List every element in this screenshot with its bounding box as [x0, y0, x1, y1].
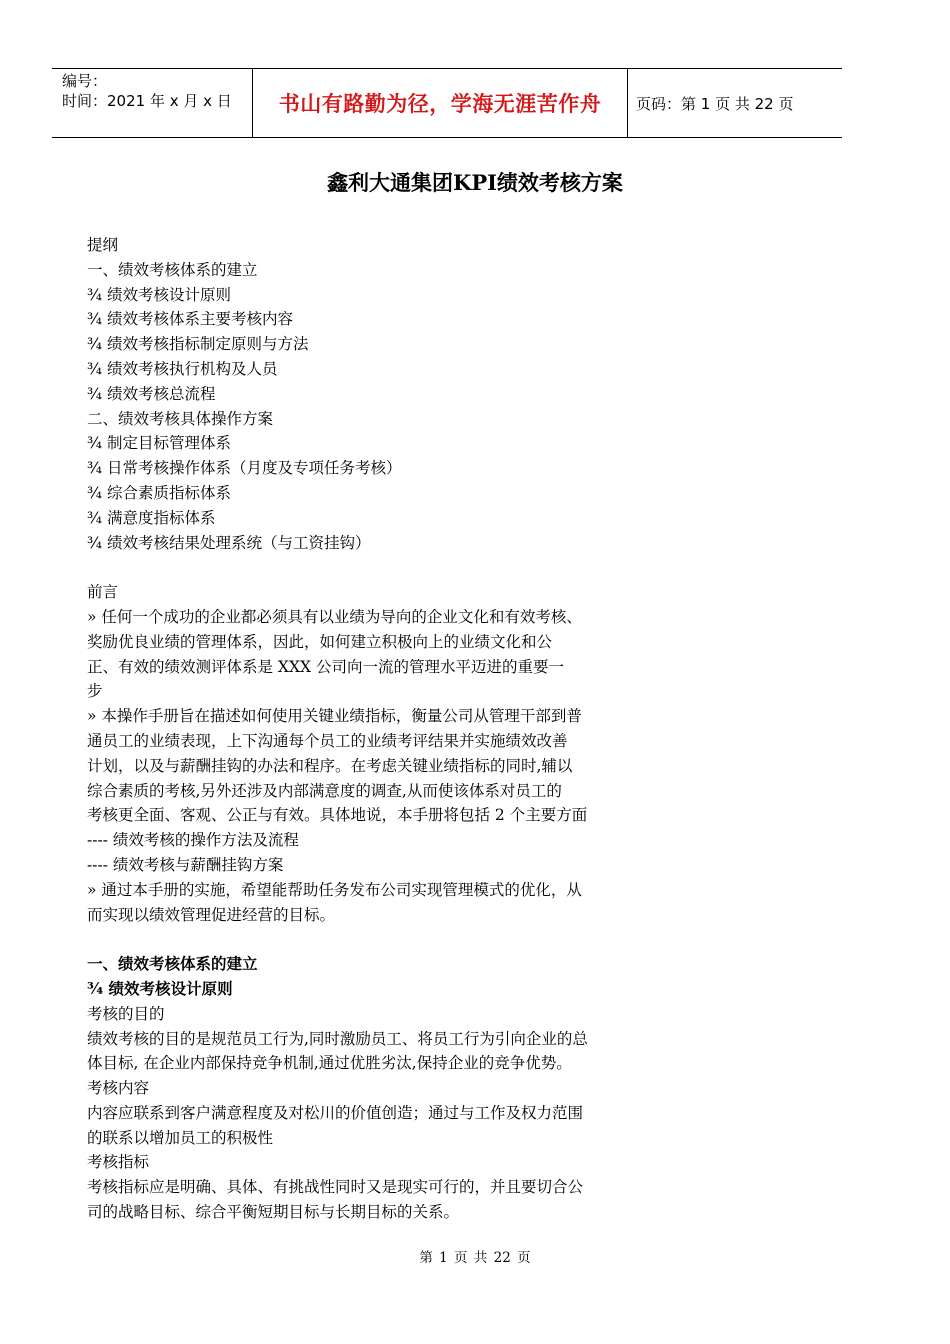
body-line: 奖励优良业绩的管理体系，因此，如何建立积极向上的业绩文化和公: [87, 632, 553, 651]
body-line: 考核指标应是明确、具体、有挑战性同时又是现实可行的，并且要切合公: [87, 1178, 584, 1197]
body-line: ---- 绩效考核与薪酬挂钩方案: [87, 855, 284, 874]
body-line: ¾ 绩效考核执行机构及人员: [87, 359, 278, 378]
body-line: 通员工的业绩表现，上下沟通每个员工的业绩考评结果并实施绩效改善: [87, 731, 568, 750]
body-line: 而实现以绩效管理促进经营的目标。: [87, 905, 336, 924]
body-line: ---- 绩效考核的操作方法及流程: [87, 831, 299, 850]
page-header: [52, 68, 842, 138]
body-line: 考核更全面、客观、公正与有效。具体地说，本手册将包括 2 个主要方面: [87, 806, 588, 825]
header-info-cell: [52, 69, 252, 137]
section-heading: 一、绩效考核体系的建立: [87, 954, 258, 974]
body-line: ¾ 制定目标管理体系: [87, 434, 231, 453]
body-line: ¾ 绩效考核指标制定原则与方法: [87, 335, 309, 354]
body-line: 一、绩效考核体系的建立: [87, 260, 258, 279]
body-line: 提纲: [87, 236, 119, 254]
body-line: ¾ 综合素质指标体系: [87, 483, 231, 502]
body-line: 考核内容: [87, 1079, 150, 1098]
body-line: 计划，以及与薪酬挂钩的办法和程序。在考虑关键业绩指标的同时,辅以: [87, 756, 573, 775]
blank-line: [87, 927, 647, 952]
page-footer: 第 1 页 共 22 页: [419, 1250, 531, 1266]
body-line: ¾ 绩效考核总流程: [87, 384, 216, 403]
body-line: » 本操作手册旨在描述如何使用关键业绩指标，衡量公司从管理干部到普: [87, 707, 582, 726]
body-line: ¾ 绩效考核设计原则: [87, 285, 231, 304]
section-heading: ¾ 绩效考核设计原则: [87, 978, 233, 998]
body-line: 前言: [87, 583, 119, 602]
header-motto-cell: [252, 69, 628, 137]
header-motto: 书山有路勤为径，学海无涯苦作舟: [278, 92, 602, 116]
body-line: 司的战略目标、综合平衡短期目标与长期目标的关系。: [87, 1203, 460, 1222]
document-title: 鑫利大通集团KPI绩效考核方案: [327, 170, 623, 195]
body-line: ¾ 绩效考核体系主要考核内容: [87, 310, 293, 329]
body-line: 的联系以增加员工的积极性: [87, 1128, 274, 1147]
body-line: 绩效考核的目的是规范员工行为,同时激励员工、将员工行为引向企业的总: [87, 1029, 588, 1048]
body-line: 内容应联系到客户满意程度及对松川的价值创造；通过与工作及权力范围: [87, 1103, 584, 1122]
body-line: 二、绩效考核具体操作方案: [87, 409, 274, 428]
body-line: 考核指标: [87, 1153, 150, 1172]
document-body: [87, 233, 647, 1225]
body-line: 考核的目的: [87, 1004, 165, 1023]
document-number-label: 编号：: [62, 72, 108, 90]
body-line: 综合素质的考核,另外还涉及内部满意度的调查,从而使该体系对员工的: [87, 781, 562, 800]
body-line: » 通过本手册的实施，希望能帮助任务发布公司实现管理模式的优化，从: [87, 880, 582, 899]
body-line: 体目标, 在企业内部保持竞争机制,通过优胜劣汰,保持企业的竞争优势。: [87, 1054, 572, 1073]
body-line: » 任何一个成功的企业都必须具有以业绩为导向的企业文化和有效考核、: [87, 607, 582, 626]
header-page-info: 页码：第 1 页 共 22 页: [636, 94, 794, 113]
body-line: 正、有效的绩效测评体系是 XXX 公司向一流的管理水平迈进的重要一: [87, 657, 564, 676]
body-line: ¾ 绩效考核结果处理系统（与工资挂钩）: [87, 533, 371, 552]
document-time-label: 时间：2021 年 x 月 x 日: [62, 92, 232, 110]
body-line: ¾ 日常考核操作体系（月度及专项任务考核）: [87, 459, 402, 478]
body-line: 步: [87, 682, 103, 701]
body-line: ¾ 满意度指标体系: [87, 508, 216, 527]
blank-line: [87, 555, 647, 580]
